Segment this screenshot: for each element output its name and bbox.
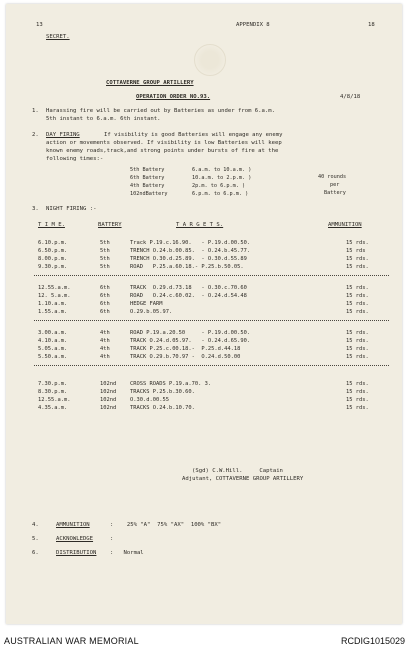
para4-number: 4. (32, 522, 39, 528)
time-cell: 1.10.a.m. (38, 301, 68, 307)
time-cell: 7.30.p.m. (38, 381, 68, 387)
target-cell: Track P.19.c.16.90. - P.19.d.00.50. (130, 240, 251, 246)
table-row (34, 381, 389, 388)
ammunition-cell: 15 rds. (346, 397, 369, 403)
col-header-ammunition: AMMUNITION (328, 222, 362, 228)
unit-heading: COTTAVERNE GROUP ARTILLERY (106, 80, 194, 86)
col-header-battery: BATTERY (98, 222, 122, 228)
time-cell: 5.50.a.m. (38, 354, 68, 360)
battery-cell: 4th (100, 346, 110, 352)
time-cell: 12.55.a.m. (38, 397, 71, 403)
battery-cell: 5th (100, 264, 110, 270)
para6-text: : Normal (110, 550, 144, 556)
para5-text: : (110, 536, 114, 542)
target-cell: TRENCH O.24.b.00.85. - O.24.b.45.77. (130, 248, 251, 254)
table-row (34, 285, 389, 292)
table-row (34, 330, 389, 337)
target-cell: ROAD O.24.c.60.02. - O.24.d.54.48 (130, 293, 247, 299)
table-row (34, 293, 389, 300)
table-row (34, 405, 389, 412)
battery-cell: 5th (100, 248, 110, 254)
battery-cell: 6th (100, 293, 110, 299)
rounds-note: 40 rounds (318, 174, 347, 180)
signature-line: (Sgd) C.W.Hill. Captain (192, 468, 283, 474)
table-row (34, 264, 389, 271)
target-cell: O.30.d.00.55 (130, 397, 169, 403)
document-page (6, 4, 402, 624)
para5-number: 5. (32, 536, 39, 542)
archive-reference: RCDIG1015029 (340, 636, 405, 646)
table-row (34, 301, 389, 308)
ammunition-cell: 15 rds. (346, 301, 369, 307)
schedule-time: 6.p.m. to 6.p.m. ) (192, 191, 249, 197)
ammunition-cell: 15 rds. (346, 330, 369, 336)
battery-cell: 102nd (100, 397, 117, 403)
battery-cell: 5th (100, 240, 110, 246)
table-row (34, 346, 389, 353)
embossed-seal (194, 44, 226, 76)
battery-cell: 4th (100, 354, 110, 360)
battery-cell: 102nd (100, 389, 117, 395)
para2-heading: DAY FIRING (46, 132, 80, 138)
table-row (34, 389, 389, 396)
para4-text: : 25% "A" 75% "AX" 100% "BX" (110, 522, 222, 528)
battery-cell: 5th (100, 256, 110, 262)
ammunition-cell: 15 rds. (346, 381, 369, 387)
time-cell: 8.30.p.m. (38, 389, 68, 395)
ammunition-cell: 15 rds. (346, 293, 369, 299)
ammunition-cell: 15 rds. (346, 338, 369, 344)
para2-number: 2. (32, 132, 39, 138)
time-cell: 1.55.a.m. (38, 309, 68, 315)
table-row (34, 248, 389, 255)
target-cell: O.29.b.05.97. (130, 309, 173, 315)
time-cell: 5.05.a.m. (38, 346, 68, 352)
schedule-battery: 6th Battery (130, 175, 165, 181)
para6-heading: DISTRIBUTION (56, 550, 97, 556)
ammunition-cell: 15 rds. (346, 256, 369, 262)
ammunition-cell: 15 rds. (346, 240, 369, 246)
para1-line: 5th instant to 6.a.m. 6th instant. (46, 116, 161, 122)
target-cell: TRACK O.29.d.73.18 - O.30.c.70.60 (130, 285, 247, 291)
target-cell: TRACKS P.25.b.30.60. (130, 389, 195, 395)
battery-cell: 6th (100, 285, 110, 291)
col-header-targets: T A R G E T S. (176, 222, 224, 228)
rounds-note: Battery (324, 190, 346, 196)
page-side-number: 18 (368, 22, 375, 28)
schedule-battery: 102ndBattery (130, 191, 168, 197)
col-header-time: T I M E. (38, 222, 65, 228)
ammunition-cell: 15 rds. (346, 405, 369, 411)
time-cell: 12.55.a.m. (38, 285, 71, 291)
target-cell: TRENCH O.30.d.25.89. - O.30.d.55.89 (130, 256, 247, 262)
schedule-battery: 4th Battery (130, 183, 165, 189)
battery-cell: 4th (100, 330, 110, 336)
battery-cell: 102nd (100, 405, 117, 411)
target-cell: TRACKS O.24.b.10.70. (130, 405, 195, 411)
table-row (34, 240, 389, 247)
ammunition-cell: 15 rds. (346, 264, 369, 270)
para2-line: action or movements observed. If visibility is low Batteries will keep (46, 140, 282, 146)
ammunition-cell: 15 rds (346, 248, 366, 254)
battery-cell: 6th (100, 301, 110, 307)
archive-name: AUSTRALIAN WAR MEMORIAL (4, 636, 139, 646)
appendix-label: APPENDIX 8 (236, 22, 270, 28)
target-cell: TRACK P.25.c.00.18.- P.25.d.44.18 (130, 346, 241, 352)
time-cell: 12. 5.a.m. (38, 293, 71, 299)
para2-line: If visibility is good Batteries will engage any enemy (104, 132, 283, 138)
para3-heading: NIGHT FIRING :- (46, 206, 97, 212)
order-title: OPERATION ORDER NO.93. (136, 94, 211, 100)
target-cell: TRACK O.24.d.05.97. - O.24.d.65.90. (130, 338, 251, 344)
classification: SECRET. (46, 34, 70, 40)
ammunition-cell: 15 rds. (346, 309, 369, 315)
target-cell: TRACK O.29.b.70.97 - O.24.d.50.00 (130, 354, 241, 360)
target-cell: CROSS ROADS P.19.a.70. 3. (130, 381, 212, 387)
time-cell: 8.00.p.m. (38, 256, 68, 262)
para2-line: known enemy roads,track,and strong points under bursts of fire at the (46, 148, 279, 154)
table-row (34, 256, 389, 263)
para2-line: following times:- (46, 156, 104, 162)
para5-heading: ACKNOWLEDGE (56, 536, 94, 542)
battery-cell: 4th (100, 338, 110, 344)
order-date: 4/8/18 (340, 94, 361, 100)
archive-footer (0, 628, 411, 654)
table-row (34, 354, 389, 361)
rounds-note: per (330, 182, 340, 188)
time-cell: 6.10.p.m. (38, 240, 68, 246)
schedule-battery: 5th Battery (130, 167, 165, 173)
time-cell: 4.35.a.m. (38, 405, 68, 411)
para4-heading: AMMUNITION (56, 522, 90, 528)
group-divider (34, 275, 389, 276)
ammunition-cell: 15 rds. (346, 354, 369, 360)
ammunition-cell: 15 rds. (346, 346, 369, 352)
schedule-time: 10.a.m. to 2.p.m. ) (192, 175, 252, 181)
ammunition-cell: 15 rds. (346, 285, 369, 291)
table-row (34, 309, 389, 316)
group-divider (34, 320, 389, 321)
para6-number: 6. (32, 550, 39, 556)
schedule-time: 6.a.m. to 10.a.m. ) (192, 167, 252, 173)
group-divider (34, 365, 389, 366)
target-cell: HEDGE FARM (130, 301, 163, 307)
signature-title: Adjutant, COTTAVERNE GROUP ARTILLERY (182, 476, 304, 482)
target-cell: ROAD P.19.a.20.50 - P.19.d.00.50. (130, 330, 251, 336)
ammunition-cell: 15 rds. (346, 389, 369, 395)
time-cell: 6.50.p.m. (38, 248, 68, 254)
battery-cell: 6th (100, 309, 110, 315)
page-number: 13 (36, 22, 43, 28)
time-cell: 4.10.a.m. (38, 338, 68, 344)
table-row (34, 338, 389, 345)
para1-line: Harassing fire will be carried out by Batteries as under from 6.a.m. (46, 108, 276, 114)
schedule-time: 2p.m. to 6.p.m. ) (192, 183, 246, 189)
para3-number: 3. (32, 206, 39, 212)
time-cell: 3.00.a.m. (38, 330, 68, 336)
target-cell: ROAD P.25.a.60.18.- P.25.b.50.05. (130, 264, 244, 270)
table-row (34, 397, 389, 404)
time-cell: 9.30.p.m. (38, 264, 68, 270)
battery-cell: 102nd (100, 381, 117, 387)
para1-number: 1. (32, 108, 39, 114)
